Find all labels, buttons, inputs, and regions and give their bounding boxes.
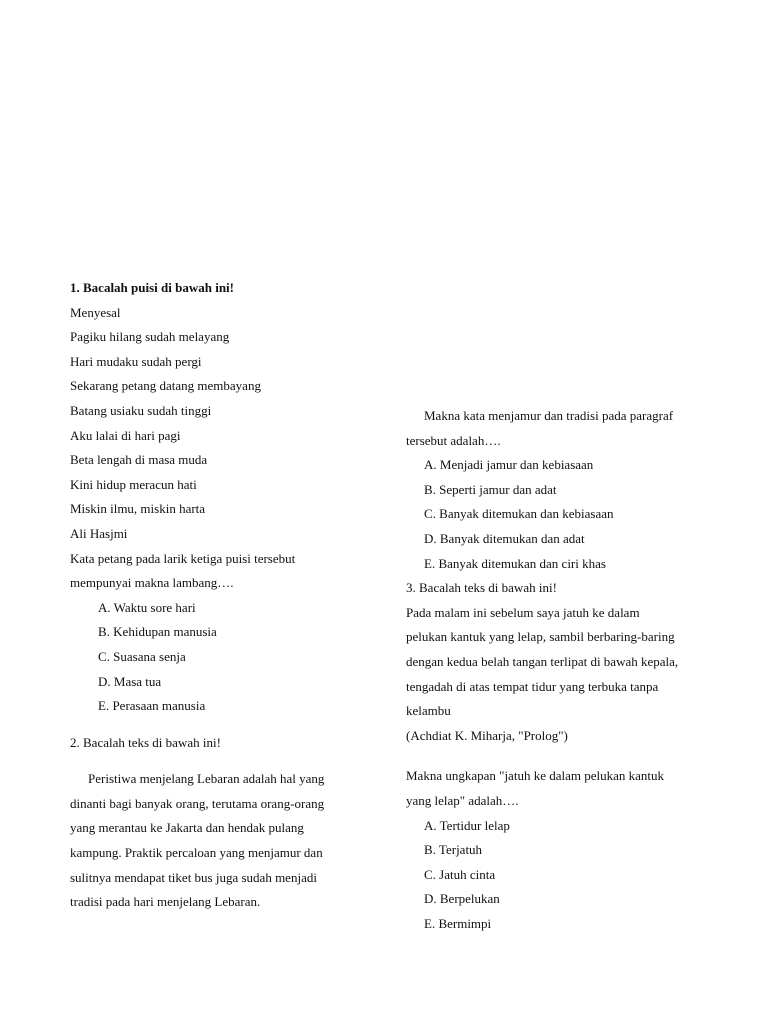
passage-line: dinanti bagi banyak orang, terutama orang-orang (70, 795, 325, 811)
option-c[interactable]: C. Suasana senja (98, 648, 186, 664)
question-3-prompt (406, 764, 726, 813)
poem-line: Kini hidup meracun hati (70, 476, 197, 492)
passage-line: kampung. Praktik percaloan yang menjamur dan (70, 845, 323, 861)
option-c[interactable]: C. Jatuh cinta (424, 866, 496, 882)
question-1-options (70, 596, 370, 719)
option-d[interactable]: D. Masa tua (98, 673, 162, 689)
question-3 (406, 576, 726, 936)
question-3-heading: 3. Bacalah teks di bawah ini! (406, 580, 557, 596)
passage-line: sulitnya mendapat tiket bus juga sudah menjadi (70, 869, 317, 885)
poem-title: Menyesal (70, 304, 121, 320)
question-line: Kata petang pada larik ketiga puisi tersebut (70, 550, 296, 566)
question-1-heading: 1. Bacalah puisi di bawah ini! (70, 280, 234, 295)
option-b[interactable]: B. Kehidupan manusia (98, 624, 217, 640)
poem-line: Pagiku hilang sudah melayang (70, 329, 230, 345)
passage-line: tengadah di atas tempat tidur yang terbuka tanpa (406, 678, 659, 694)
option-b[interactable]: B. Seperti jamur dan adat (424, 481, 557, 497)
poem-author: Ali Hasjmi (70, 525, 128, 541)
passage-source: (Achdiat K. Miharja, "Prolog") (406, 727, 568, 743)
option-d[interactable]: D. Berpelukan (424, 891, 500, 907)
question-line: Makna kata menjamur dan tradisi pada paragraf (424, 408, 674, 423)
question-2-heading: 2. Bacalah teks di bawah ini! (70, 734, 221, 750)
poem-line: Hari mudaku sudah pergi (70, 353, 202, 369)
poem-line: Batang usiaku sudah tinggi (70, 402, 212, 418)
question-2-prompt (406, 404, 726, 453)
poem-line: Sekarang petang datang membayang (70, 378, 261, 394)
question-2-continued (406, 404, 726, 576)
question-line: mempunyai makna lambang…. (70, 575, 234, 591)
question-line: tersebut adalah…. (406, 432, 501, 448)
passage-line: Pada malam ini sebelum saya jatuh ke dalam (406, 604, 640, 620)
option-e[interactable]: E. Bermimpi (424, 915, 492, 931)
left-column (70, 276, 370, 915)
option-c[interactable]: C. Banyak ditemukan dan kebiasaan (424, 506, 614, 522)
question-3-options (406, 814, 726, 937)
question-line: Makna ungkapan "jatuh ke dalam pelukan kantuk (406, 768, 665, 784)
poem-line: Miskin ilmu, miskin harta (70, 501, 206, 517)
poem-line: Aku lalai di hari pagi (70, 427, 181, 443)
option-a[interactable]: A. Waktu sore hari (98, 599, 196, 615)
passage-line: kelambu (406, 703, 451, 719)
passage-line: dengan kedua belah tangan terlipat di bawah kepala, (406, 653, 679, 669)
passage-line: pelukan kantuk yang lelap, sambil berbaring-baring (406, 629, 675, 645)
question-2-passage (70, 767, 370, 915)
option-a[interactable]: A. Tertidur lelap (424, 817, 510, 833)
option-a[interactable]: A. Menjadi jamur dan kebiasaan (424, 457, 594, 473)
option-e[interactable]: E. Banyak ditemukan dan ciri khas (424, 555, 606, 571)
question-2 (70, 731, 370, 915)
poem-line: Beta lengah di masa muda (70, 452, 208, 468)
option-d[interactable]: D. Banyak ditemukan dan adat (424, 530, 585, 546)
right-column (406, 404, 726, 936)
question-1-prompt (70, 547, 370, 596)
passage-line: Peristiwa menjelang Lebaran adalah hal yang (88, 771, 325, 787)
question-3-passage (406, 601, 726, 749)
passage-line: yang merantau ke Jakarta dan hendak pulang (70, 820, 304, 836)
option-b[interactable]: B. Terjatuh (424, 842, 483, 858)
passage-line: tradisi pada hari menjelang Lebaran. (70, 894, 261, 910)
question-2-options (406, 453, 726, 576)
question-1 (70, 276, 370, 719)
poem (70, 301, 370, 547)
option-e[interactable]: E. Perasaan manusia (98, 698, 206, 714)
question-line: yang lelap" adalah…. (406, 792, 519, 808)
